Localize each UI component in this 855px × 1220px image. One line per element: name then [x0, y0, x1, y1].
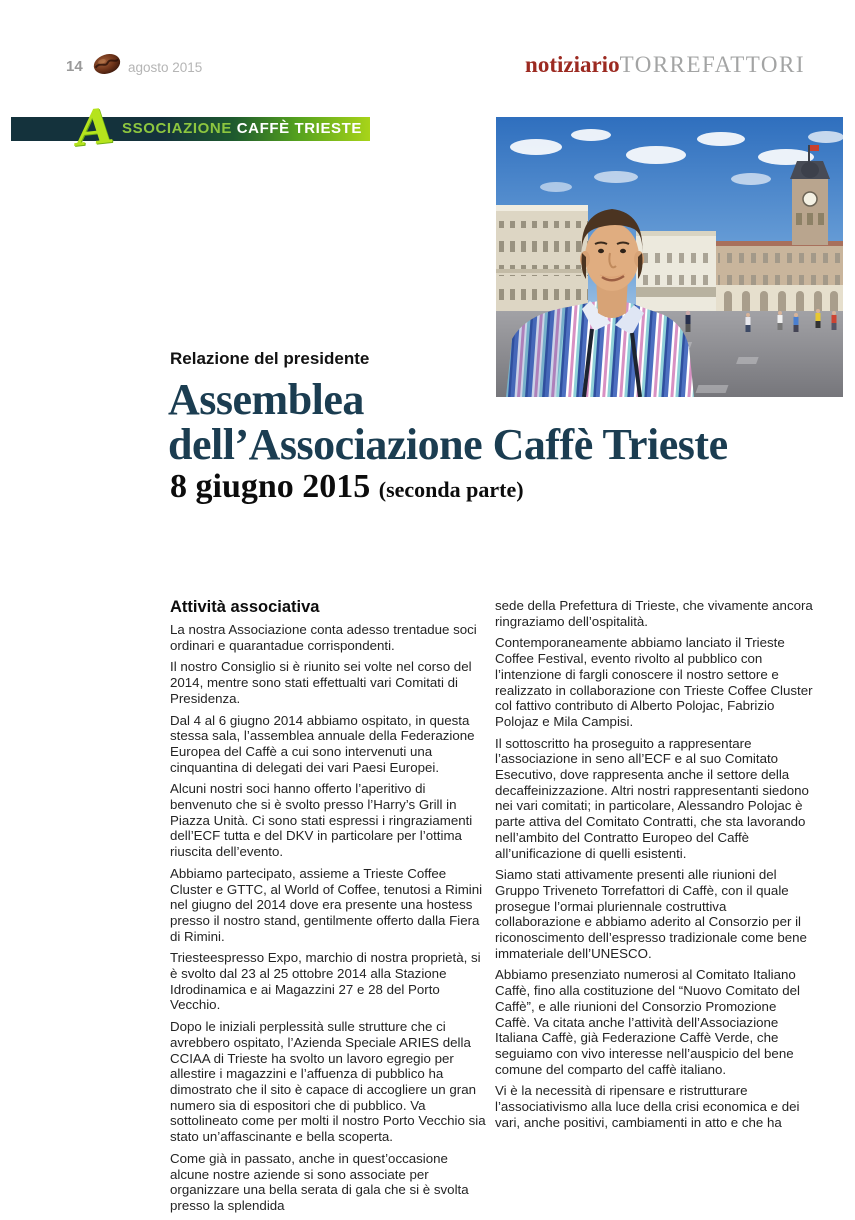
- masthead: [525, 52, 805, 78]
- president-photo: [496, 117, 843, 397]
- paragraph: Dopo le iniziali perplessità sulle strutture che ci avrebbero ospitato, l’Azienda Speciale ARIES della CCIAA di Trieste ha svolto un lavoro egregio per allestire i magazzini e l’affuenza di pubblico ha dimostrato che il sito è capace di accogliere un gran numero sia di espositori che di pubblico. Va sottolineato come per molti il nostro Porto Vecchio sia stato un’affascinante e bella scoperta.: [170, 1019, 486, 1145]
- paragraph: Come già in passato, anche in quest’occasione alcune nostre aziende si sono associate per organizzare una bella serata di gala che si è svolta presso la splendida: [170, 1150, 469, 1213]
- page-header: [0, 0, 855, 100]
- article-date: 8 giugno 2015: [170, 468, 379, 505]
- banner-word-caffe-trieste: CAFFÈ TRIESTE: [236, 120, 363, 137]
- article-title-line2: dell’Associazione Caffè Trieste: [168, 420, 728, 469]
- article-dateline: [170, 468, 524, 506]
- association-initial-letter: A: [73, 97, 117, 158]
- article-date-suffix: (seconda parte): [378, 477, 524, 502]
- paragraph: Vi è la necessità di ripensare e ristrutturare l’associativismo alla luce della crisi economica e dei vari, anche positivi, cambiamenti in atto e che ha: [495, 1083, 800, 1130]
- association-banner-title: [122, 120, 362, 137]
- page-number: 14: [66, 58, 83, 75]
- banner-word-ssociazione: SSOCIAZIONE: [122, 120, 237, 137]
- paragraph: Siamo stati attivamente presenti alle riunioni del Gruppo Triveneto Torrefattori di Caffè, con il quale prosegue l’ormai pluriennale costruttiva collaborazione e abbiamo aderito al Consorzio per il riconoscimento dell’espresso tradizionale come bene immateriale dell’UNESCO.: [495, 867, 807, 961]
- paragraph: Contemporaneamente abbiamo lanciato il Trieste Coffee Festival, evento rivolto al pubblico con l’intenzione di fargli conoscere il nostro settore e realizzato in collaborazione con Trieste Coffee Cluster col fattivo contributo di Alberto Polojac, Fabrizio Polojaz e Mila Campisi.: [495, 635, 813, 729]
- paragraph: Abbiamo presenziato numerosi al Comitato Italiano Caffè, fino alla costituzione del “Nuovo Comitato del Caffè”, e alle riunioni del Consorzio Promozione Caffè. Va citata anche l’attività dell’Associazione Italiana Caffè, già Federazione Caffè Verde, che seguiamo con vivo interesse nell’auspicio del bene comune del comparto del caffè italiano.: [495, 967, 801, 1077]
- body-column-right: [495, 598, 813, 1137]
- paragraph: Alcuni nostri soci hanno offerto l’aperitivo di benvenuto che si è svolto presso l’Harry’s Grill in Piazza Unità. Ci sono stati espressi i ringraziamenti dell’ECF tutta e del DKV in particolare per l’ottima riuscita dell’evento.: [170, 781, 473, 860]
- paragraph: Triesteespresso Expo, marchio di nostra proprietà, si è svolto dal 23 al 25 ottobre 2014 alla Stazione Idrodinamica e ai Magazzini 27 e 28 del Porto Vecchio.: [170, 950, 481, 1013]
- section-heading: Attività associativa: [170, 598, 320, 616]
- left-palace: [496, 205, 588, 311]
- coffee-bean-icon: [90, 50, 124, 78]
- paragraph: Dal 4 al 6 giugno 2014 abbiamo ospitato, in questa stessa sala, l’assemblea annuale della Federazione Europea del Caffè a cui sono intervenuti una cinquantina di delegati dei vari Paesi Europei.: [170, 712, 475, 775]
- center-building: [636, 231, 716, 315]
- paragraph: La nostra Associazione conta adesso trentadue soci ordinari e quarantadue corrispondenti.: [170, 622, 477, 653]
- issue-date: agosto 2015: [128, 60, 203, 75]
- paragraph: Il sottoscritto ha proseguito a rappresentare l’associazione in seno all’ECF e al suo Comitato Esecutivo, dove rappresenta anche il settore della decaffeinizzazione. Altri nostri rappresentanti siedono nei vari comitati; in particolare, Alessandro Polojac è parte attiva del Comitato Contratti, che sta lavorando nell’ambito del Contratto Europeo del Caffè all’unificazione di quelli esistenti.: [495, 735, 809, 861]
- paragraph: Il nostro Consiglio si è riunito sei volte nel corso del 2014, mentre sono stati effettualti vari Comitati di Presidenza.: [170, 659, 472, 706]
- body-column-left: [170, 598, 488, 1220]
- article-title: [168, 377, 848, 467]
- masthead-torrefattori: TORREFATTORI: [619, 52, 805, 77]
- paragraph: sede della Prefettura di Trieste, che vivamente ancora ringraziamo dell’ospitalità.: [495, 598, 813, 629]
- paragraph: Abbiamo partecipato, assieme a Trieste Coffee Cluster e GTTC, al World of Coffee, tenutosi a Rimini nel giugno del 2014 dove era presente una hostess presso il nostro stand, gentilmente offerto dalla Fiera di Rimini.: [170, 865, 483, 944]
- masthead-notiziario: notiziario: [525, 52, 620, 77]
- article-title-line1: Assemblea: [168, 375, 364, 424]
- article-kicker: Relazione del presidente: [170, 349, 370, 368]
